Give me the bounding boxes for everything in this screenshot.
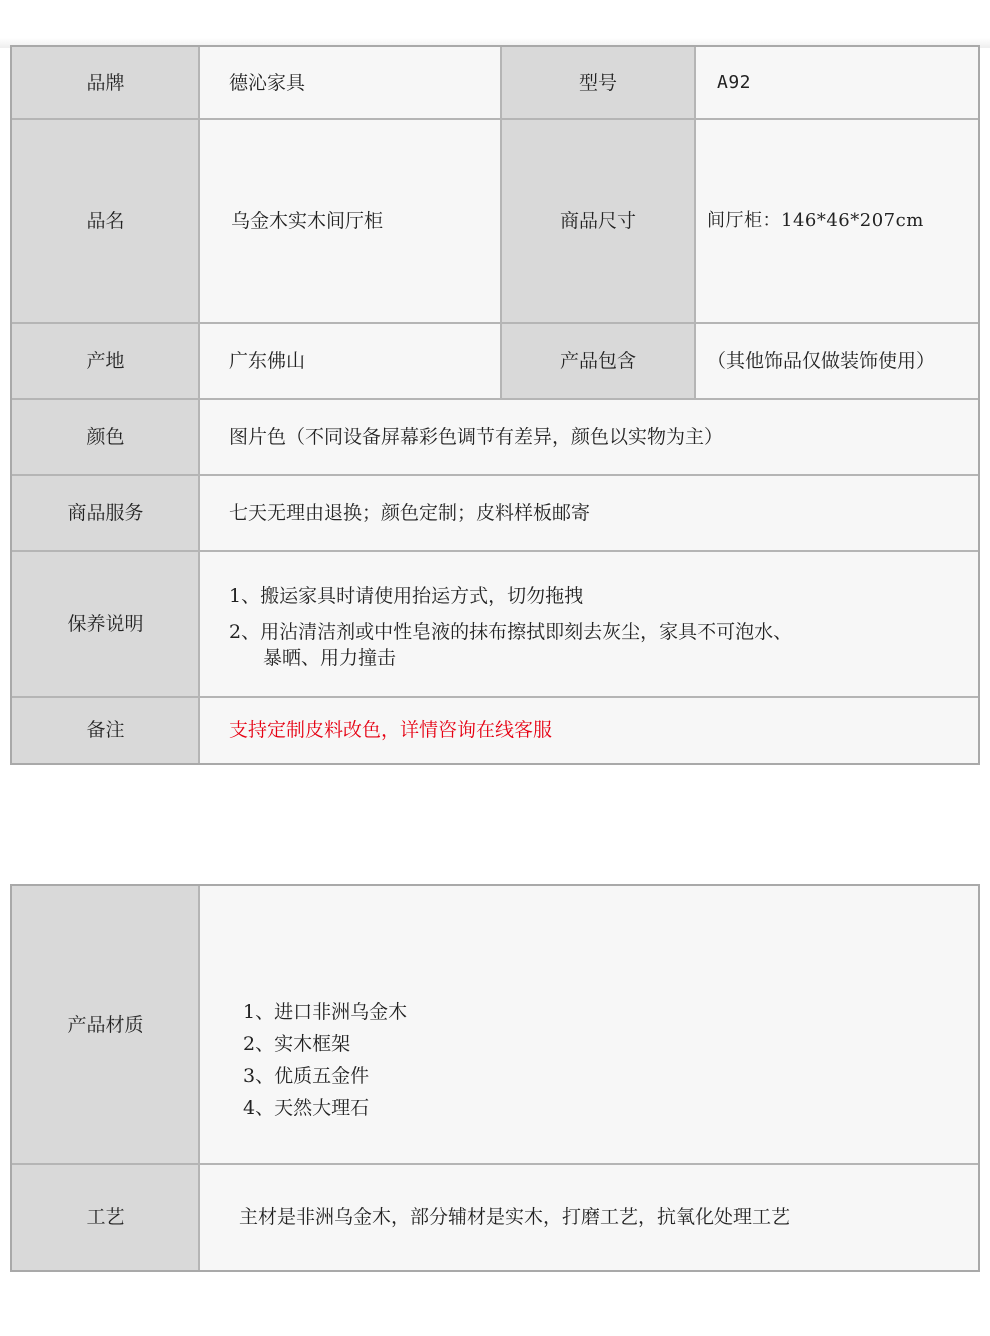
material-table xyxy=(10,884,980,1272)
includes-value-text: （其他饰品仅做装饰使用） xyxy=(707,350,936,372)
spec-table xyxy=(10,45,980,765)
model-value xyxy=(695,47,978,119)
craft-label-text: 工艺 xyxy=(86,1206,125,1228)
name-value-text: 乌金木实木间厅柜 xyxy=(231,210,384,232)
origin-label-text: 产地 xyxy=(86,350,125,372)
model-label xyxy=(501,47,695,119)
service-label-text: 商品服务 xyxy=(67,502,144,524)
color-label xyxy=(12,399,199,475)
craft-value xyxy=(199,1164,978,1270)
service-label xyxy=(12,475,199,551)
material-item-4: 4、天然大理石 xyxy=(243,1097,370,1119)
care-item-2: 2、用沾清洁剂或中性皂液的抹布擦拭即刻去灰尘，家具不可泡水、 xyxy=(229,621,793,643)
color-value xyxy=(199,399,978,475)
craft-label xyxy=(12,1164,199,1270)
col-divider xyxy=(694,47,696,399)
brand-label-text: 品牌 xyxy=(86,72,125,94)
col-divider xyxy=(198,47,200,763)
brand-value xyxy=(199,47,501,119)
care-label xyxy=(12,551,199,697)
material-label-text: 产品材质 xyxy=(67,1014,144,1036)
row-divider xyxy=(12,1163,978,1165)
row-divider xyxy=(12,474,978,476)
material-item-1: 1、进口非洲乌金木 xyxy=(243,1001,408,1023)
row-divider xyxy=(12,550,978,552)
note-value-text: 支持定制皮料改色，详情咨询在线客服 xyxy=(229,719,553,741)
material-value xyxy=(199,886,978,1164)
service-value-text: 七天无理由退换；颜色定制；皮料样板邮寄 xyxy=(229,502,591,524)
model-label-text: 型号 xyxy=(578,72,617,94)
note-label-text: 备注 xyxy=(86,719,125,741)
name-value xyxy=(199,119,501,323)
size-value-text: 间厅柜：146*46*207cm xyxy=(707,210,924,231)
material-item-2: 2、实木框架 xyxy=(243,1033,351,1055)
care-item-1: 1、搬运家具时请使用抬运方式，切勿拖拽 xyxy=(229,585,584,607)
col-divider xyxy=(500,47,502,399)
note-label xyxy=(12,697,199,763)
includes-label xyxy=(501,323,695,399)
color-value-text: 图片色（不同设备屏幕彩色调节有差异，颜色以实物为主） xyxy=(229,426,724,448)
row-divider xyxy=(12,696,978,698)
care-label-text: 保养说明 xyxy=(67,613,144,635)
row-divider xyxy=(12,398,978,400)
brand-label xyxy=(12,47,199,119)
size-label-text: 商品尺寸 xyxy=(559,210,636,232)
includes-value xyxy=(695,323,978,399)
note-value xyxy=(199,697,978,763)
includes-label-text: 产品包含 xyxy=(559,350,636,372)
origin-label xyxy=(12,323,199,399)
brand-value-text: 德沁家具 xyxy=(229,72,306,94)
size-value xyxy=(695,119,978,323)
name-label-text: 品名 xyxy=(86,210,125,232)
row-divider xyxy=(12,118,978,120)
color-label-text: 颜色 xyxy=(86,426,125,448)
care-item-2-continued: 暴晒、用力撞击 xyxy=(263,647,397,669)
row-divider xyxy=(12,322,978,324)
size-label xyxy=(501,119,695,323)
origin-value-text: 广东佛山 xyxy=(229,350,306,372)
care-value xyxy=(199,551,978,697)
material-label xyxy=(12,886,199,1164)
service-value xyxy=(199,475,978,551)
material-item-3: 3、优质五金件 xyxy=(243,1065,370,1087)
origin-value xyxy=(199,323,501,399)
craft-value-text: 主材是非洲乌金木，部分辅材是实木，打磨工艺，抗氧化处理工艺 xyxy=(239,1206,791,1228)
model-value-text: A92 xyxy=(717,72,752,93)
col-divider xyxy=(198,886,200,1270)
name-label xyxy=(12,119,199,323)
